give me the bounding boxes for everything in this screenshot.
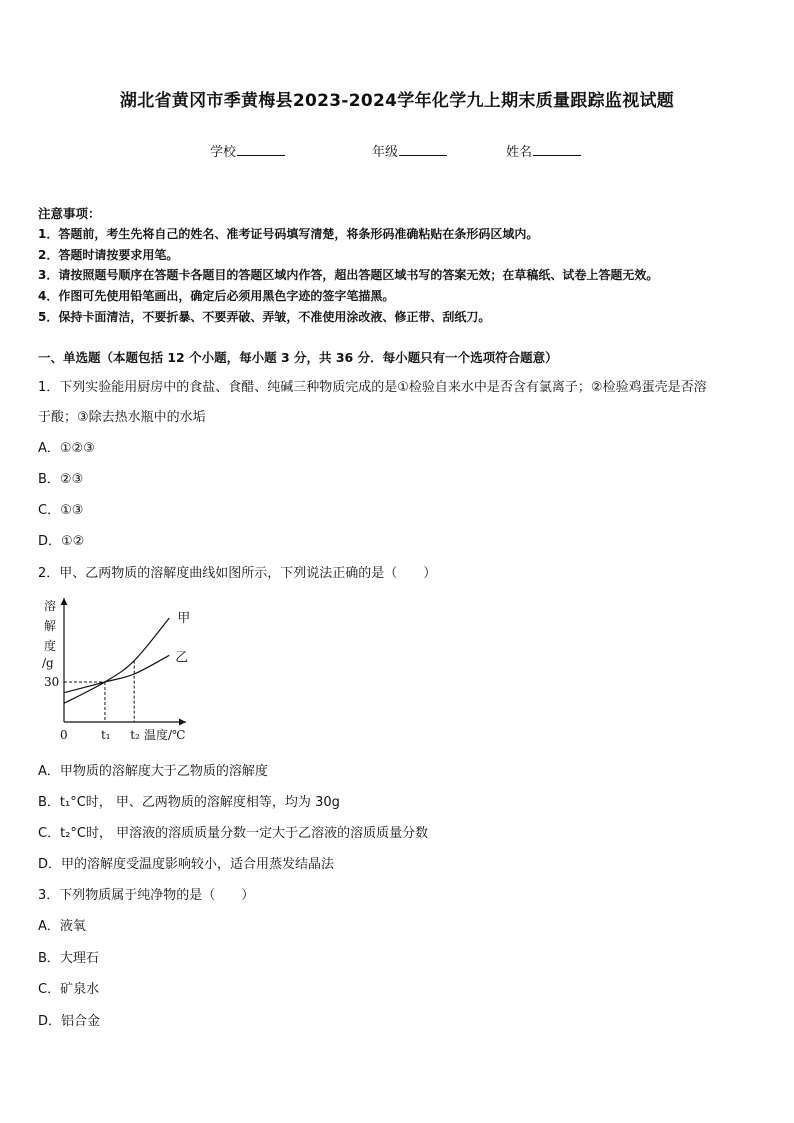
question-3-stem: 3．下列物质属于纯净物的是（ ） (38, 888, 255, 903)
y-axis-label-char: /g (42, 656, 54, 670)
notice-item: 2．答题时请按要求用笔。 (38, 248, 179, 262)
q3-option-a[interactable]: A．液氧 (38, 919, 86, 934)
grade-label: 年级 (372, 145, 399, 160)
q2-option-b[interactable]: B．t₁°C时， 甲、乙两物质的溶解度相等，均为 30g (38, 795, 340, 810)
q1-option-c[interactable]: C．①③ (38, 503, 84, 518)
section-heading: 一、单选题（本题包括 12 个小题，每小题 3 分，共 36 分．每小题只有一个选项符合题意） (38, 350, 558, 365)
x-tick-label-t2: t₂ (130, 728, 140, 742)
notice-item: 1．答题前，考生先将自己的姓名、准考证号码填写清楚，将条形码准确粘贴在条形码区域内。 (38, 227, 539, 241)
school-blank[interactable] (237, 143, 285, 156)
name-field[interactable] (506, 141, 581, 160)
notice-item: 5．保持卡面清洁，不要折暴、不要弄破、弄皱，不准使用涂改液、修正带、刮纸刀。 (38, 310, 491, 324)
question-2-stem: 2．甲、乙两物质的溶解度曲线如图所示，下列说法正确的是（ ） (38, 566, 437, 581)
q3-option-d[interactable]: D．铝合金 (38, 1014, 101, 1029)
q1-option-d[interactable]: D．①② (38, 534, 85, 549)
school-field[interactable] (210, 141, 285, 160)
question-1-line1: 1．下列实验能用厨房中的食盐、食醋、纯碱三种物质完成的是①检验自来水中是否含有氯离子；②检验鸡蛋壳是否溶 (38, 380, 707, 395)
grade-blank[interactable] (399, 143, 447, 156)
q2-option-d[interactable]: D．甲的溶解度受温度影响较小，适合用蒸发结晶法 (38, 857, 335, 872)
q3-option-c[interactable]: C．矿泉水 (38, 982, 100, 997)
notice-heading: 注意事项： (38, 206, 101, 221)
y-tick-label-30: 30 (44, 675, 60, 689)
y-axis-label-char: 溶 (44, 599, 57, 613)
series-label-jia: 甲 (177, 611, 191, 626)
origin-label: 0 (60, 728, 68, 742)
x-tick-label-t1: t₁ (100, 728, 111, 742)
q3-option-b[interactable]: B．大理石 (38, 951, 99, 966)
series-line-jia (64, 618, 169, 703)
grade-field[interactable] (372, 141, 447, 160)
notice-item: 3．请按照题号顺序在答题卡各题目的答题区域内作答，超出答题区域书写的答案无效；在草稿纸、试卷上答题无效。 (38, 268, 659, 282)
solubility-chart (36, 592, 206, 752)
q2-option-c[interactable]: C．t₂°C时， 甲溶液的溶质质量分数一定大于乙溶液的溶质质量分数 (38, 826, 429, 841)
y-axis-label-char: 解 (44, 619, 57, 633)
notice-item: 4．作图可先使用铅笔画出，确定后必须用黑色字迹的签字笔描黑。 (38, 289, 395, 303)
q2-option-a[interactable]: A．甲物质的溶解度大于乙物质的溶解度 (38, 764, 268, 779)
x-axis-label: 温度/℃ (144, 728, 186, 742)
name-label: 姓名 (506, 145, 533, 160)
y-axis-label-char: 度 (44, 639, 57, 653)
question-1-line2: 于酸；③除去热水瓶中的水垢 (38, 410, 206, 425)
name-blank[interactable] (533, 143, 581, 156)
q1-option-a[interactable]: A．①②③ (38, 441, 95, 456)
q1-option-b[interactable]: B．②③ (38, 472, 84, 487)
school-label: 学校 (210, 145, 237, 160)
page-title: 湖北省黄冈市季黄梅县2023-2024学年化学九上期末质量跟踪监视试题 (119, 91, 675, 111)
series-label-yi: 乙 (175, 650, 189, 666)
